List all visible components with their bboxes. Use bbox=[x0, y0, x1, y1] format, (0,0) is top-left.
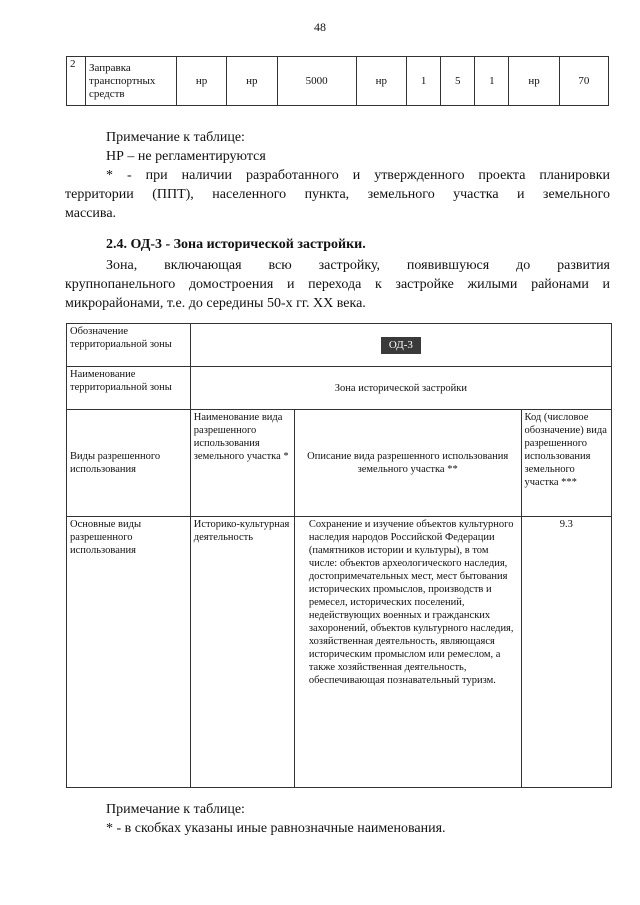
table-cell: 1 bbox=[475, 57, 509, 106]
note-line: территории (ППТ), населенного пункта, земельного участка и земельного bbox=[65, 187, 610, 202]
table-cell: 1 bbox=[407, 57, 441, 106]
table-row bbox=[67, 410, 612, 517]
table-cell: нр bbox=[177, 57, 227, 106]
section-heading: 2.4. ОД-3 - Зона исторической застройки. bbox=[106, 237, 366, 252]
zone-table bbox=[66, 323, 612, 788]
note-title: Примечание к таблице: bbox=[106, 130, 245, 145]
row-name: Заправка транспортных средств bbox=[86, 57, 177, 106]
table-cell: 5 bbox=[441, 57, 475, 106]
zone-name-label: Наименование территориальной зоны bbox=[67, 367, 191, 410]
zone-code-cell bbox=[190, 324, 611, 367]
table-note bbox=[0, 128, 640, 223]
note-line: массива. bbox=[65, 206, 117, 221]
column-header-code: Код (числовое обозначение) вида разрешенного использования земельного участка *** bbox=[521, 410, 612, 517]
usage-name: Историко-культурная деятельность bbox=[190, 517, 294, 788]
table-cell: 70 bbox=[559, 57, 608, 106]
table-cell: 5000 bbox=[277, 57, 356, 106]
usage-types-label: Виды разрешенного использования bbox=[67, 410, 191, 517]
zone-code-badge: ОД-3 bbox=[381, 337, 421, 354]
table-cell: нр bbox=[509, 57, 559, 106]
section-paragraph bbox=[0, 256, 640, 313]
table-cell: нр bbox=[227, 57, 277, 106]
table-row bbox=[67, 57, 609, 106]
note-line: * - в скобках указаны иные равнозначные наименования. bbox=[106, 821, 446, 836]
main-usage-label: Основные виды разрешенного использования bbox=[67, 517, 191, 788]
column-header-description: Описание вида разрешенного использования земельного участка ** bbox=[294, 410, 521, 517]
row-number: 2 bbox=[67, 57, 86, 106]
usage-description: Сохранение и изучение объектов культурного наследия народов Российской Федерации (памятников истории и культуры), в том числе: объектов археологического наследия, достопримечательных мест, мест бытования исторических промыслов, производств и ремесел, исторических поселений, недействующих военных и гражданских захоронений, объектов культурного наследия, хозяйственная деятельность, являющаяся историческим промыслом или ремеслом, а также хозяйственная деятельность, обеспечивающая познавательный туризм. bbox=[294, 517, 521, 788]
zone-name-value: Зона исторической застройки bbox=[190, 367, 611, 410]
page-number: 48 bbox=[314, 20, 326, 34]
table-note bbox=[106, 800, 446, 838]
table-row bbox=[67, 324, 612, 367]
paragraph-line: микрорайонами, т.е. до середины 50-х гг. XX века. bbox=[65, 296, 366, 311]
zone-code-label: Обозначение территориальной зоны bbox=[67, 324, 191, 367]
note-line: НР – не регламентируются bbox=[106, 149, 266, 164]
table-cell: нр bbox=[356, 57, 406, 106]
note-line: * - при наличии разработанного и утвержденного проекта планировки bbox=[106, 168, 610, 183]
table-row bbox=[67, 517, 612, 788]
note-title: Примечание к таблице: bbox=[106, 802, 245, 817]
facility-table bbox=[66, 56, 609, 106]
paragraph-line: Зона, включающая всю застройку, появившуюся до развития bbox=[106, 258, 610, 273]
paragraph-line: крупнопанельного домостроения и перехода к застройке жилыми районами и bbox=[65, 277, 610, 292]
usage-code: 9.3 bbox=[521, 517, 612, 788]
column-header-name: Наименование вида разрешенного использования земельного участка * bbox=[190, 410, 294, 517]
table-row bbox=[67, 367, 612, 410]
